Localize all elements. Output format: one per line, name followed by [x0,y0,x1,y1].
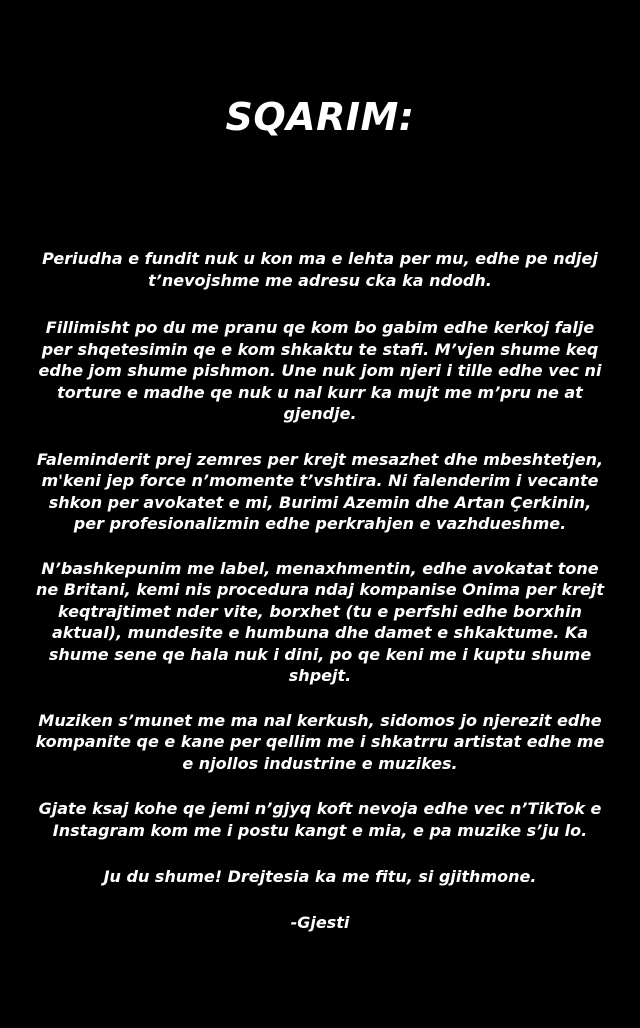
paragraph-intro: Periudha e fundit nuk u kon ma e lehta per mu, edhe pe ndjej t’nevojshme me adresu cka ka ndodh. [42,249,598,290]
paragraph-legal-action: N’bashkepunim me label, menaxhmentin, edhe avokatat tone ne Britani, kemi nis procedura ndaj kompanise Onima per krejt keqtrajtimet nder vite, borxhet (tu e perfshi edhe borxhin aktual), mundesite e humbuna dhe damet e shkaktume. Ka shume sene qe hala nuk i dini, po qe keni me i kuptu shume shpejt. [35,558,605,685]
signature: -Gjesti [290,912,350,932]
paragraph-social-media: Gjate ksaj kohe qe jemi n’gjyq koft nevoja edhe vec n’TikTok e Instagram kom me i postu kangt e mia, e pa muzike s’ju lo. [38,799,602,840]
paragraph-apology: Fillimisht po du me pranu qe kom bo gabim edhe kerkoj falje per shqetesimin qe e kom shkaktu te stafi. M’vjen shume keq edhe jom shume pishmon. Une nuk jom njeri i tille edhe vec ni torture e madhe qe nuk u nal kurr ka mujt me m’pru ne at gjendje. [38,318,602,423]
paragraph-music: Muziken s’munet me ma nal kerkush, sidomos jo njerezit edhe kompanite qe e kane per qellim me i shkatrru artistat edhe me e njollos industrine e muzikes. [35,710,605,773]
page-title: SQARIM: [225,95,415,139]
statement-body [32,248,608,933]
paragraph-thanks: Faleminderit prej zemres per krejt mesazhet dhe mbeshtetjen, m'keni jep force n’momente t’vshtira. Ni falenderim i vecante shkon per avokatet e mi, Burimi Azemin dhe Artan Çerkinin, per profesionalizmin edhe perkrahjen e vazhdueshme. [36,449,604,533]
paragraph-closing: Ju du shume! Drejtesia ka me fitu, si gjithmone. [103,867,537,886]
